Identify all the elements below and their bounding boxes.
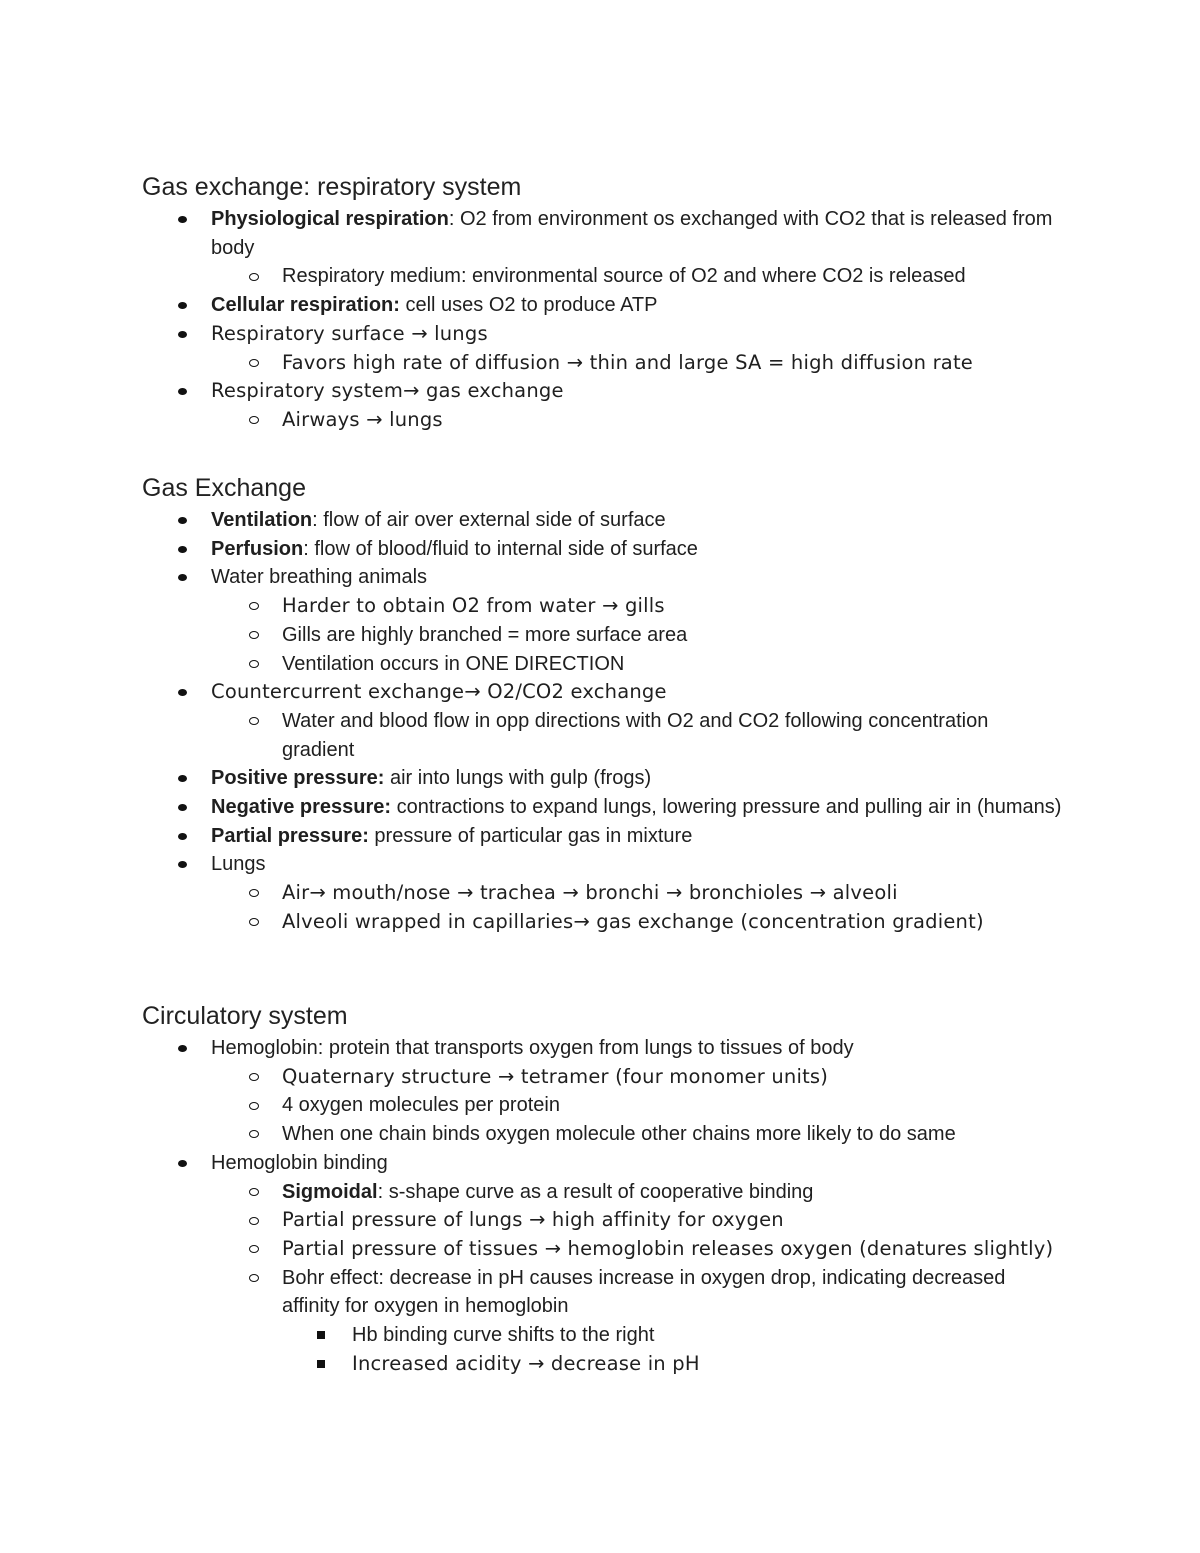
bold-term: Physiological respiration [211, 208, 449, 230]
item-text: When one chain binds oxygen molecule other chains more likely to do same [282, 1123, 956, 1146]
bullet-dot-icon [178, 535, 187, 564]
list-item [142, 1034, 1062, 1063]
list-item [142, 262, 1062, 291]
bold-term: Positive pressure: [211, 767, 385, 790]
item-text: : flow of blood/fluid to internal side of surface [303, 537, 698, 560]
list-item [142, 650, 1062, 679]
bold-term: Partial pressure: [211, 824, 369, 847]
bullet-circle-icon [249, 908, 259, 937]
bold-term: Cellular respiration: [211, 294, 400, 317]
list-item [142, 1091, 1062, 1120]
bullet-circle-icon [249, 650, 259, 679]
item-text: Partial pressure of tissues → hemoglobin releases oxygen (denatures slightly) [282, 1236, 1054, 1260]
bullet-circle-icon [249, 1264, 259, 1293]
item-text: Countercurrent exchange→ O2/CO2 exchange [211, 680, 667, 704]
bullet-dot-icon [178, 1034, 187, 1063]
list-item [142, 506, 1062, 535]
bold-term: Perfusion [211, 537, 304, 560]
item-text: cell uses O2 to produce ATP [399, 294, 658, 317]
item-text: Ventilation occurs in ONE DIRECTION [282, 652, 625, 675]
bullet-square-icon [317, 1350, 325, 1379]
item-text: Water and blood flow in opp directions with O2 and CO2 following concentration gradient [282, 709, 989, 761]
list-item [142, 406, 1062, 435]
section-gas-exchange [142, 473, 1062, 937]
list-item [142, 535, 1062, 564]
bullet-dot-icon [178, 506, 187, 535]
bullet-circle-icon [249, 1120, 259, 1149]
bullet-circle-icon [249, 1091, 259, 1120]
list-item [142, 850, 1062, 879]
bold-term: Negative pressure: [211, 796, 392, 819]
item-text: Air→ mouth/nose → trachea → bronchi → bronchioles → alveoli [282, 881, 898, 905]
bullet-dot-icon [178, 291, 187, 320]
item-text: Hemoglobin binding [211, 1151, 388, 1174]
item-text: Alveoli wrapped in capillaries→ gas exchange (concentration gradient) [282, 909, 984, 933]
bullet-circle-icon [249, 707, 259, 736]
item-text: Favors high rate of diffusion → thin and large SA = high diffusion rate [282, 350, 973, 374]
bullet-circle-icon [249, 1063, 259, 1092]
item-text: Quaternary structure → tetramer (four monomer units) [282, 1064, 829, 1088]
list-item [142, 1206, 1062, 1235]
list-item [142, 707, 1062, 764]
bullet-list [142, 506, 1062, 937]
item-text: Respiratory medium: environmental source of O2 and where CO2 is released [282, 265, 966, 288]
bullet-dot-icon [178, 205, 187, 234]
bullet-list [142, 205, 1062, 435]
list-item [142, 563, 1062, 592]
item-text: air into lungs with gulp (frogs) [384, 767, 652, 790]
item-text: Respiratory system→ gas exchange [211, 379, 564, 403]
item-text: pressure of particular gas in mixture [368, 824, 693, 847]
list-item [142, 822, 1062, 851]
list-item [142, 205, 1062, 262]
item-text: : s-shape curve as a result of cooperative binding [377, 1180, 814, 1203]
list-item [142, 1321, 1062, 1350]
item-text: Respiratory surface → lungs [211, 321, 488, 345]
item-text: Lungs [211, 853, 266, 876]
list-item [142, 1063, 1062, 1092]
list-item [142, 1264, 1062, 1321]
bold-term: Sigmoidal [282, 1180, 378, 1203]
bullet-square-icon [317, 1321, 325, 1350]
list-item [142, 678, 1062, 707]
section-respiratory-system [142, 172, 1062, 435]
list-item [142, 1149, 1062, 1178]
list-item [142, 349, 1062, 378]
bullet-circle-icon [249, 1206, 259, 1235]
bullet-circle-icon [249, 349, 259, 378]
list-item [142, 764, 1062, 793]
bullet-circle-icon [249, 1178, 259, 1207]
list-item [142, 320, 1062, 349]
item-text: Harder to obtain O2 from water → gills [282, 594, 665, 618]
bullet-circle-icon [249, 1235, 259, 1264]
list-item [142, 621, 1062, 650]
section-circulatory-system [142, 1001, 1062, 1378]
list-item [142, 1350, 1062, 1379]
section-heading: Gas exchange: respiratory system [142, 173, 522, 201]
list-item [142, 592, 1062, 621]
list-item [142, 908, 1062, 937]
bold-term: Ventilation [211, 509, 313, 531]
list-item [142, 1178, 1062, 1207]
item-text: Hb binding curve shifts to the right [352, 1324, 655, 1347]
section-heading: Gas Exchange [142, 474, 306, 502]
bullet-circle-icon [249, 406, 259, 435]
bullet-circle-icon [249, 621, 259, 650]
bullet-list [142, 1034, 1062, 1378]
item-text: Bohr effect: decrease in pH causes increase in oxygen drop, indicating decreased affinity for oxygen in hemoglobin [282, 1266, 1006, 1318]
bullet-dot-icon [178, 377, 187, 406]
bullet-circle-icon [249, 592, 259, 621]
bullet-dot-icon [178, 822, 187, 851]
item-text: Increased acidity → decrease in pH [352, 1351, 700, 1375]
list-item [142, 1120, 1062, 1149]
bullet-circle-icon [249, 262, 259, 291]
bullet-dot-icon [178, 764, 187, 793]
item-text: Partial pressure of lungs → high affinity for oxygen [282, 1208, 784, 1232]
list-item [142, 291, 1062, 320]
bullet-dot-icon [178, 678, 187, 707]
bullet-circle-icon [249, 879, 259, 908]
item-text: 4 oxygen molecules per protein [282, 1094, 560, 1117]
list-item [142, 793, 1062, 822]
item-text: : O2 from environment os exchanged with CO2 that is released from body [211, 208, 1053, 259]
item-text: Water breathing animals [211, 566, 428, 589]
item-text: : flow of air over external side of surface [312, 509, 666, 531]
list-item [142, 377, 1062, 406]
item-text: Hemoglobin: protein that transports oxygen from lungs to tissues of body [211, 1037, 854, 1059]
bullet-dot-icon [178, 850, 187, 879]
list-item [142, 879, 1062, 908]
bullet-dot-icon [178, 563, 187, 592]
bullet-dot-icon [178, 320, 187, 349]
bullet-dot-icon [178, 1149, 187, 1178]
item-text: Airways → lungs [282, 407, 443, 431]
bullet-dot-icon [178, 793, 187, 822]
item-text: Gills are highly branched = more surface area [282, 623, 688, 646]
item-text: contractions to expand lungs, lowering pressure and pulling air in (humans) [391, 796, 1062, 819]
section-heading: Circulatory system [142, 1002, 348, 1030]
list-item [142, 1235, 1062, 1264]
